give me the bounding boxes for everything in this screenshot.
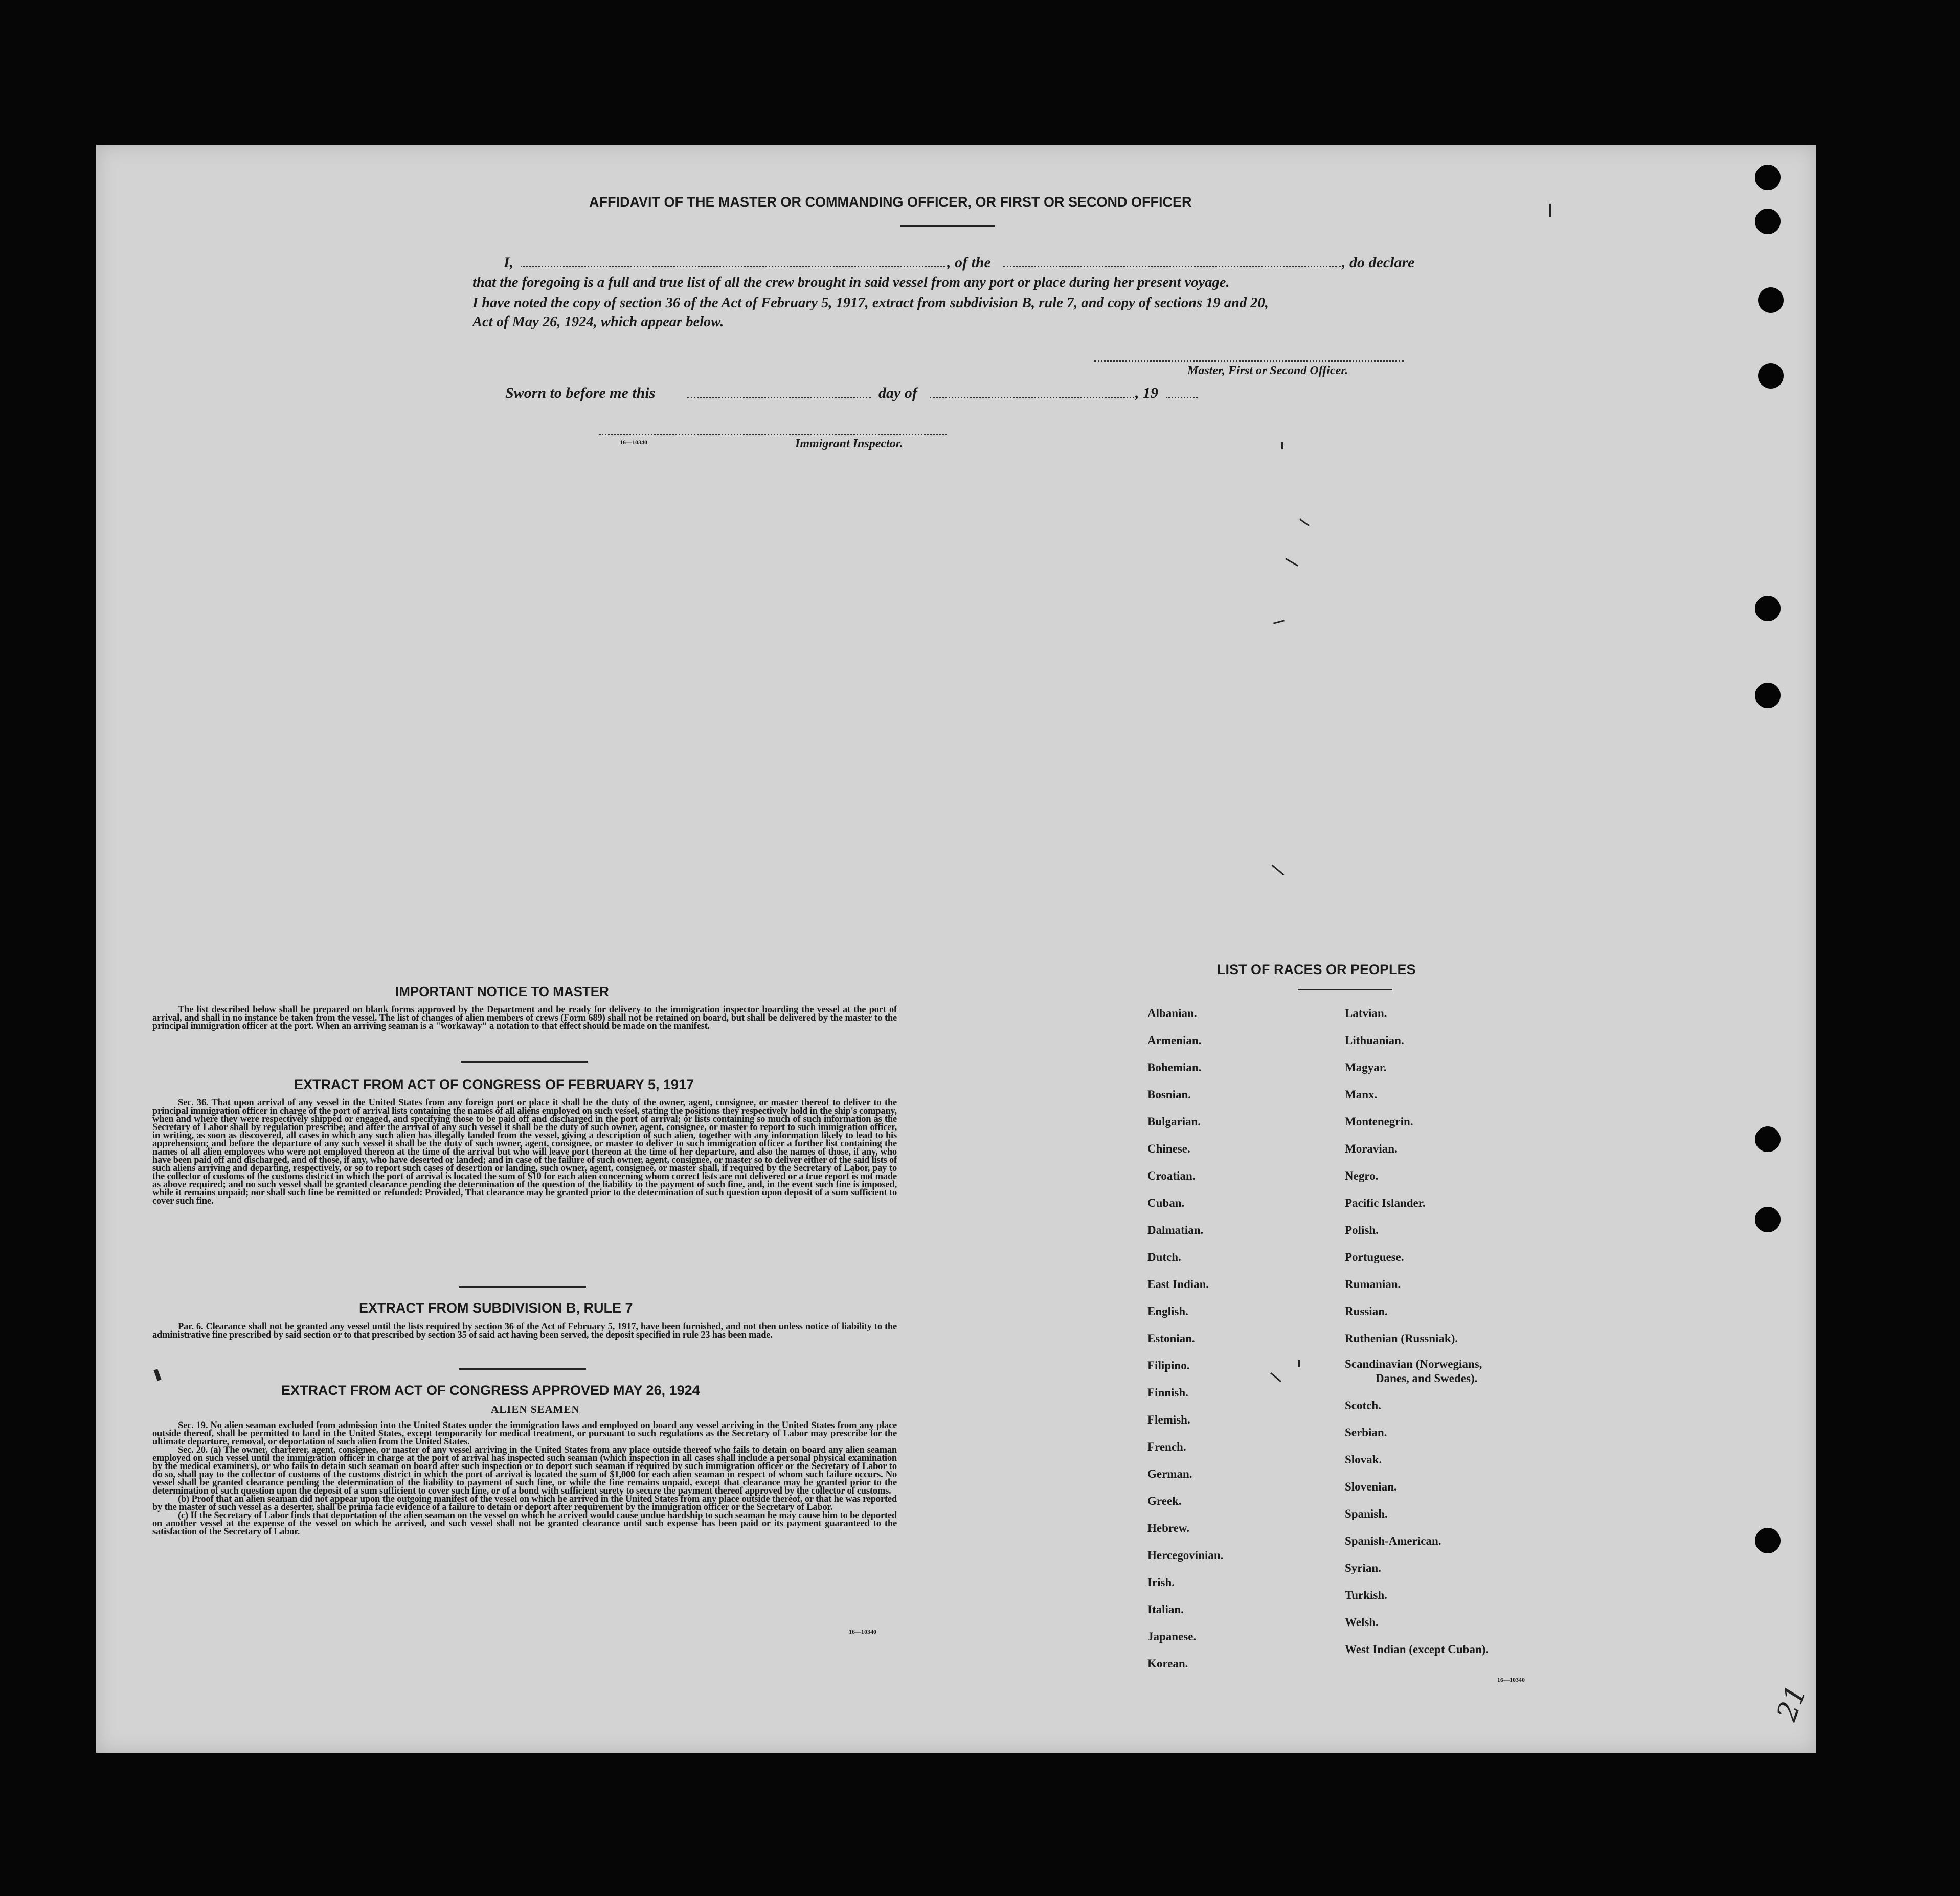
race-item: Portuguese.	[1345, 1251, 1404, 1263]
master-signature-caption: Master, First or Second Officer.	[1187, 364, 1348, 377]
race-item: Slovenian.	[1345, 1480, 1397, 1493]
race-item: Negro.	[1345, 1169, 1379, 1182]
binder-hole	[1755, 1126, 1781, 1152]
race-item: Croatian.	[1147, 1169, 1196, 1182]
race-item: Cuban.	[1147, 1197, 1185, 1209]
race-item: Latvian.	[1345, 1007, 1387, 1020]
race-item: Greek.	[1147, 1495, 1182, 1507]
race-item: Turkish.	[1345, 1589, 1387, 1601]
section-20a: Sec. 20. (a) The owner, charterer, agent, consignee, or master of any vessel arriving in the United States from any place outside thereof who fails to detain on board any alien seaman employed on such vessel until the immigration officer in charge at the port of arrival has inspected such seaman (which inspection in all cases shall include a personal physical examination by the medical examiners), or who fails to detain such seaman on board after such inspection or to deport such seaman if required by such immigration officer or the Secretary of Labor to do so, shall pay to the collector of customs of the customs district in which the port of arrival is located the sum of $1,000 for each alien seaman in respect of whom such failure occurs. No vessel shall be granted clearance pending the determination of the liability to payment of such fine, or while the fine remains unpaid, except that clearance may be granted prior to the determination of such question upon the deposit of a sum sufficient to cover such fine, or of a bond with sufficient surety to secure the payment thereof approved by the collector of customs.	[152, 1445, 897, 1496]
section-20b: (b) Proof that an alien seaman did not appear upon the outgoing manifest of the vessel on which he arrived in the United States from any place outside thereof, or that he was reported by the master of such vessel as a deserter, shall be prima facie evidence of a failure to detain or deport after requirement by the immigration officer or the Secretary of Labor.	[152, 1494, 897, 1513]
divider	[459, 1368, 586, 1370]
race-item: Italian.	[1147, 1603, 1184, 1616]
extract-1917-title: EXTRACT FROM ACT OF CONGRESS OF FEBRUARY 5, 1917	[294, 1077, 694, 1092]
form-number: 16—10340	[1497, 1676, 1525, 1683]
extract-1917-text: Sec. 36. That upon arrival of any vessel in the United States from any foreign port or place it shall be the duty of the owner, agent, consignee, or master thereof to deliver to the principal immigration officer in charge of the port of arrival lists containing the names of all aliens employed on such vessel, stating the positions they respectively hold in the ship's company, when and where they were respectively shipped or engaged, and specifying those to be paid off and discharged in the port of arrival; or lists containing so much of such information as the Secretary of Labor shall by regulation prescribe; and after the arrival of any such vessel it shall be the duty of such owner, agent, consignee, or master to report to such immigration officer, in writing, as soon as discovered, all cases in which any such alien has illegally landed from the vessel, giving a description of such alien, together with any information likely to lead to his apprehension; and before the departure of any such vessel it shall be the duty of such owner, agent, consignee, or master to deliver to such immigration officer a further list containing the names of all alien employees who were not employed thereon at the time of the arrival but who will leave port thereon at the time of her departure, and also the names of those, if any, who have been paid off and discharged, and of those, if any, who have deserted or landed; and in case of the failure of such owner, agent, consignee, or master so to deliver either of the said lists of such aliens arriving and departing, respectively, or so to report such cases of desertion or landing, such owner, agent, consignee, or master shall, if required by the Secretary of Labor, pay to the collector of customs of the customs district in which the port of arrival is located the sum of $10 for each alien concerning whom correct lists are not delivered or a true report is not made as above required; and no such vessel shall be granted clearance pending the determination of the question of the liability to the payment of such fine, and, in the event such fine is imposed, while it remains unpaid; nor shall such fine be remitted or refunded: Provided, That clearance may be granted prior to the determination of such question upon deposit of a sum sufficient to cover such fine.	[152, 1098, 897, 1206]
affidavit-line-4: Act of May 26, 1924, which appear below.	[472, 314, 724, 330]
form-number: 16—10340	[620, 439, 647, 446]
vessel-field[interactable]	[1003, 266, 1341, 267]
race-item: German.	[1147, 1468, 1192, 1480]
of-the-label: , of the	[947, 254, 991, 271]
extract-1924-text	[152, 1421, 897, 1536]
form-number: 16—10340	[849, 1628, 876, 1635]
race-item: Manx.	[1345, 1088, 1378, 1101]
race-item: Welsh.	[1345, 1616, 1379, 1629]
race-item: East Indian.	[1147, 1278, 1209, 1291]
extract-1924-subtitle: ALIEN SEAMEN	[491, 1403, 580, 1415]
binder-hole	[1755, 683, 1781, 708]
binder-hole	[1755, 165, 1781, 190]
name-field[interactable]	[521, 266, 945, 267]
race-item: Spanish-American.	[1345, 1534, 1441, 1547]
scan-mark	[1298, 1360, 1300, 1367]
race-item-scandinavian	[1345, 1357, 1489, 1386]
scan-mark	[1281, 442, 1283, 449]
race-item: Armenian.	[1147, 1034, 1202, 1047]
binder-hole	[1758, 287, 1784, 313]
race-item: Chinese.	[1147, 1142, 1190, 1155]
race-item: Bulgarian.	[1147, 1115, 1201, 1128]
race-item: Pacific Islander.	[1345, 1197, 1426, 1209]
divider	[459, 1286, 586, 1288]
sworn-year-label: , 19	[1135, 385, 1158, 401]
race-item: Hebrew.	[1147, 1522, 1189, 1534]
divider	[461, 1061, 588, 1063]
extract-1924-title: EXTRACT FROM ACT OF CONGRESS APPROVED MAY 26, 1924	[281, 1383, 700, 1398]
races-column-2	[1345, 1000, 1489, 1663]
notice-title: IMPORTANT NOTICE TO MASTER	[395, 984, 609, 999]
race-item: Flemish.	[1147, 1413, 1190, 1426]
race-item: Lithuanian.	[1345, 1034, 1404, 1047]
extract-rule7-title: EXTRACT FROM SUBDIVISION B, RULE 7	[359, 1300, 633, 1316]
race-item: Albanian.	[1147, 1007, 1197, 1020]
race-item: Hercegovinian.	[1147, 1549, 1224, 1562]
divider	[900, 225, 995, 227]
race-item: Dalmatian.	[1147, 1224, 1204, 1236]
i-label: I,	[504, 254, 514, 271]
race-item: Filipino.	[1147, 1359, 1190, 1372]
affidavit-title: AFFIDAVIT OF THE MASTER OR COMMANDING OFFICER, OR FIRST OR SECOND OFFICER	[589, 194, 1192, 210]
extract-rule7-text: Par. 6. Clearance shall not be granted any vessel until the lists required by section 36 of the Act of February 5, 1917, have been furnished, and not then unless notice of liability to the administrative fine prescribed by said section or to that prescribed by section 35 of said act having been served, the deposit specified in rule 23 has been made.	[152, 1322, 897, 1340]
notice-text: The list described below shall be prepared on blank forms approved by the Department and be ready for delivery to the immigration inspector boarding the vessel at the port of arrival, and shall in no instance be taken from the vessel. The list of changes of alien members of crews (Form 689) shall not be retained on board, but shall be delivered by the master to the principal immigration officer at the port. When an arriving seaman is a "workaway" a notation to that effect should be made on the manifest.	[152, 1005, 897, 1031]
inspector-caption: Immigrant Inspector.	[795, 437, 903, 450]
race-item: Moravian.	[1345, 1142, 1398, 1155]
race-item: Serbian.	[1345, 1426, 1387, 1439]
race-item: Bosnian.	[1147, 1088, 1191, 1101]
race-item: West Indian (except Cuban).	[1345, 1643, 1489, 1656]
declare-label: , do declare	[1342, 254, 1415, 271]
race-item: Korean.	[1147, 1657, 1188, 1670]
race-item: Japanese.	[1147, 1630, 1197, 1643]
section-20c: (c) If the Secretary of Labor finds that deportation of the alien seaman on the vessel on which he arrived would cause undue hardship to such seaman he may cause him to be deported on another vessel at the expense of the vessel on which he arrived, and such vessel shall not be granted clearance until such expense has been paid or its payment guaranteed to the satisfaction of the Secretary of Labor.	[152, 1510, 897, 1537]
races-title: LIST OF RACES OR PEOPLES	[1217, 962, 1416, 977]
race-item: Irish.	[1147, 1576, 1175, 1589]
race-item: Dutch.	[1147, 1251, 1181, 1263]
race-item: Ruthenian (Russniak).	[1345, 1332, 1458, 1345]
sworn-prefix: Sworn to before me this	[505, 385, 656, 401]
affidavit-line-1	[504, 254, 513, 272]
race-item: Magyar.	[1345, 1061, 1387, 1074]
sworn-year-field[interactable]	[1166, 397, 1198, 398]
sworn-month-field[interactable]	[930, 397, 1134, 398]
affidavit-line-3: I have noted the copy of section 36 of the Act of February 5, 1917, extract from subdivision B, rule 7, and copy of sections 19 and 20,	[472, 295, 1269, 311]
races-column-1	[1147, 1000, 1223, 1677]
race-item: English.	[1147, 1305, 1188, 1318]
race-item: Rumanian.	[1345, 1278, 1401, 1291]
binder-hole	[1755, 209, 1781, 234]
race-item: Polish.	[1345, 1224, 1379, 1236]
race-item: Finnish.	[1147, 1386, 1188, 1399]
sworn-day-of-label: day of	[878, 385, 917, 401]
master-signature-field[interactable]	[1094, 360, 1404, 362]
race-item: Estonian.	[1147, 1332, 1195, 1345]
race-item: Spanish.	[1345, 1507, 1388, 1520]
race-item: Russian.	[1345, 1305, 1388, 1318]
affidavit-line-2: that the foregoing is a full and true list of all the crew brought in said vessel from any port or place during her present voyage.	[472, 275, 1230, 290]
binder-hole	[1758, 363, 1784, 389]
race-item: Syrian.	[1345, 1562, 1381, 1574]
sworn-day-field[interactable]	[687, 397, 871, 398]
race-item: Scandinavian (Norwegians,	[1345, 1358, 1482, 1370]
binder-hole	[1755, 596, 1781, 621]
section-19: Sec. 19. No alien seaman excluded from admission into the United States under the immigration laws and employed on board any vessel arriving in the United States from any place outside thereof, shall be permitted to land in the United States, except temporarily for medical treatment, or pursuant to such regulations as the Secretary of Labor may prescribe for the ultimate departure, removal, or deportation of such alien from the United States.	[152, 1420, 897, 1447]
race-item: Montenegrin.	[1345, 1115, 1413, 1128]
scan-mark	[1549, 204, 1551, 217]
binder-hole	[1755, 1207, 1781, 1232]
race-item: Scotch.	[1345, 1399, 1381, 1412]
inspector-signature-field[interactable]	[599, 434, 947, 435]
race-item: Slovak.	[1345, 1453, 1382, 1466]
race-item: French.	[1147, 1440, 1186, 1453]
divider	[1298, 989, 1392, 990]
race-item: Bohemian.	[1147, 1061, 1202, 1074]
race-item: Danes, and Swedes).	[1376, 1372, 1478, 1385]
binder-hole	[1755, 1528, 1781, 1553]
handwritten-page-number: 21	[1770, 1681, 1813, 1725]
